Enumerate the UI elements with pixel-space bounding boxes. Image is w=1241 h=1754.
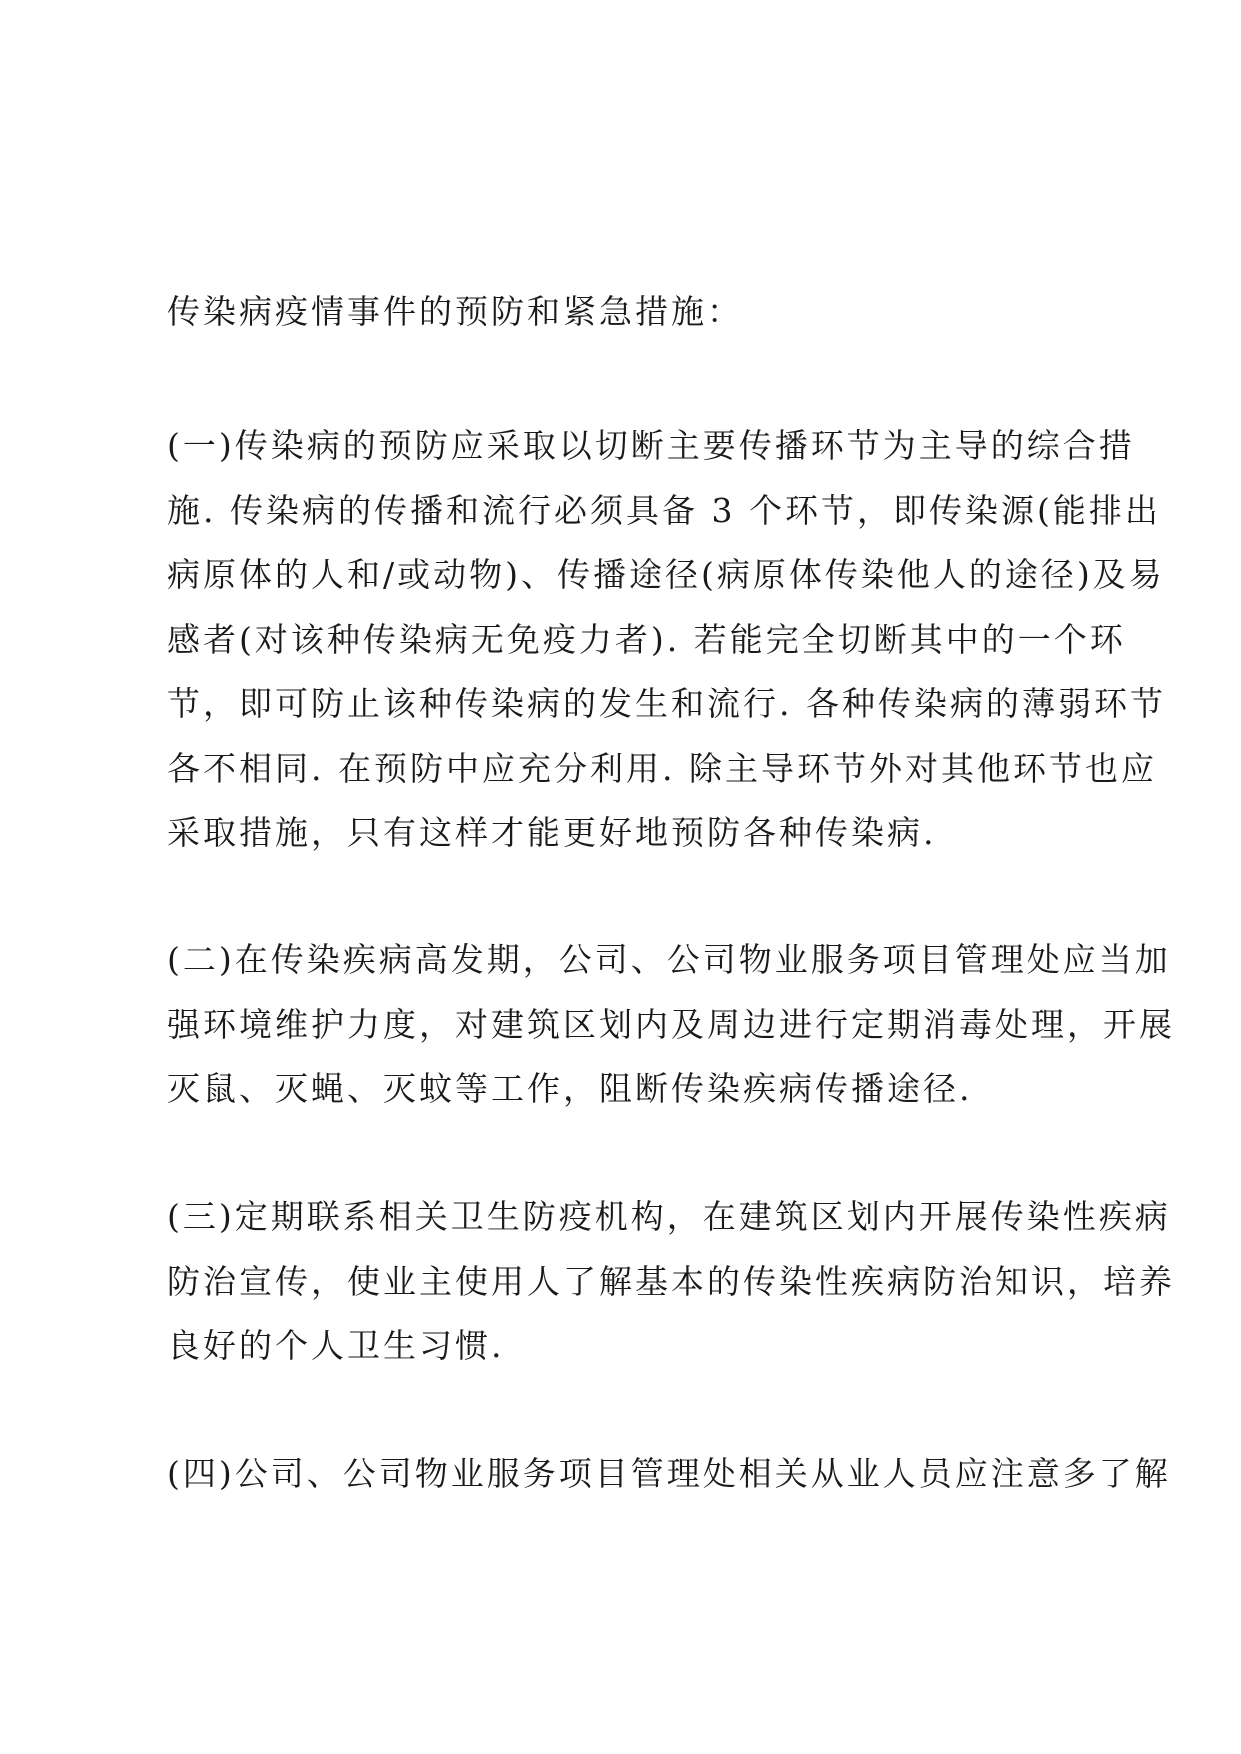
paragraph-line: (三)定期联系相关卫生防疫机构，在建筑区划内开展传染性疾病 (167, 1197, 1171, 1236)
paragraph-line: 采取措施，只有这样才能更好地预防各种传染病. (167, 813, 937, 852)
paragraph-line: 良好的个人卫生习惯. (167, 1326, 505, 1365)
paragraph-line: 防治宣传，使业主使用人了解基本的传染性疾病防治知识，培养 (167, 1261, 1175, 1301)
paragraph-1 (167, 414, 1166, 866)
paragraph-line: 感者(对该种传染病无免疫力者). 若能完全切断其中的一个环 (167, 619, 1126, 659)
paragraph-line: 病原体的人和/或动物)、传播途径(病原体传染他人的途径)及易 (167, 555, 1165, 594)
paragraph-line: 节，即可防止该种传染病的发生和流行. 各种传染病的薄弱环节 (167, 684, 1166, 723)
section-heading: 传染病疫情事件的预防和紧急措施： (167, 292, 743, 331)
paragraph-4 (167, 1442, 1171, 1507)
paragraph-3 (167, 1185, 1175, 1379)
paragraph-line: 各不相同. 在预防中应充分利用. 除主导环节外对其他环节也应 (167, 748, 1157, 788)
paragraph-line: 强环境维护力度，对建筑区划内及周边进行定期消毒处理，开展 (167, 1004, 1175, 1044)
paragraph-line: (四)公司、公司物业服务项目管理处相关从业人员应注意多了解 (167, 1454, 1171, 1493)
paragraph-line: (二)在传染疾病高发期，公司、公司物业服务项目管理处应当加 (167, 940, 1171, 979)
paragraph-line: (一)传染病的预防应采取以切断主要传播环节为主导的综合措 (167, 426, 1135, 465)
paragraph-line: 灭鼠、灭蝇、灭蚊等工作，阻断传染疾病传播途径. (167, 1069, 973, 1108)
paragraph-2 (167, 928, 1175, 1122)
paragraph-line: 施. 传染病的传播和流行必须具备 3 个环节，即传染源(能排出 (167, 490, 1161, 530)
